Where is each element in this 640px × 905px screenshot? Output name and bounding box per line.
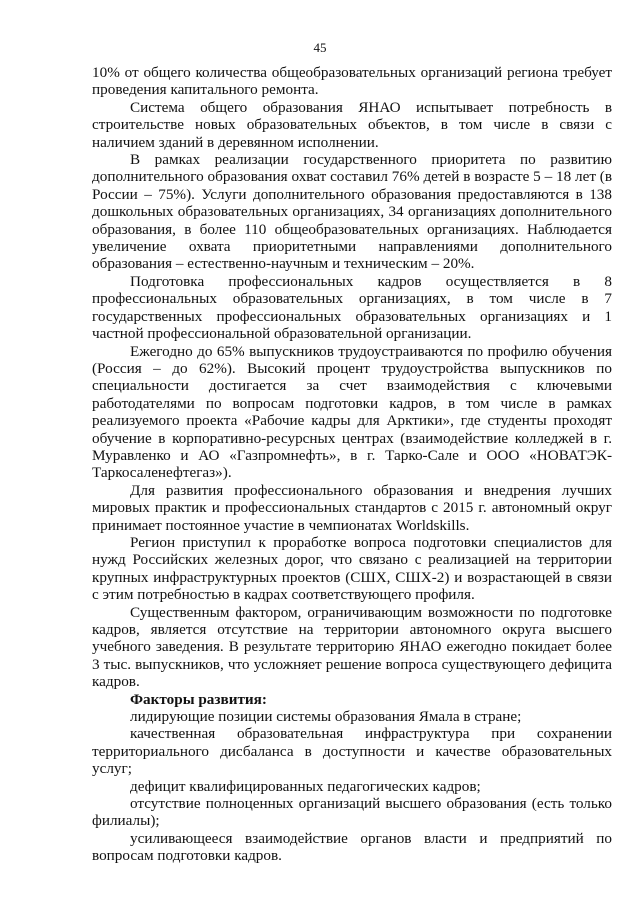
paragraph: Подготовка профессиональных кадров осуществляется в 8 профессиональных образовательных организациях, в том числе в 7 государственных профессиональных образовательных организациях и 1 частной профессиональной образовательной организации.: [92, 272, 612, 343]
list-item: усиливающееся взаимодействие органов власти и предприятий по вопросам подготовки кадров.: [92, 829, 612, 865]
paragraph: Система общего образования ЯНАО испытывает потребность в строительстве новых образовательных объектов, в том числе в связи с наличием зданий в деревянном исполнении.: [92, 98, 612, 151]
page-number: 45: [313, 40, 327, 55]
paragraph: Существенным фактором, ограничивающим возможности по подготовке кадров, является отсутствие на территории автономного округа высшего учебного заведения. В результате территорию ЯНАО ежегодно покидает более 3 тыс. выпускников, что усложняет решение вопроса существующего дефицита кадров.: [92, 603, 612, 691]
list-item: отсутствие полноценных организаций высшего образования (есть только филиалы);: [92, 795, 612, 830]
paragraph: В рамках реализации государственного приоритета по развитию дополнительного образования охват составил 76% детей в возрасте 5 – 18 лет (в России – 75%). Услуги дополнительного образования предоставляются в 138 дошкольных образовательных организациях, 34 организациях дополнительного образования, в более 110 общеобразовательных организациях. Наблюдается увеличение охвата приоритетными направлениями дополнительного образования – естественно-научным и техническим – 20%.: [92, 151, 612, 273]
list-item: качественная образовательная инфраструктура при сохранении территориального дисбаланса в доступности и качестве образовательных услуг;: [92, 725, 612, 778]
list-item: дефицит квалифицированных педагогических кадров;: [130, 777, 481, 795]
document-body: [92, 64, 612, 865]
paragraph: 10% от общего количества общеобразовательных организаций региона требует проведения капитального ремонта.: [92, 64, 612, 99]
paragraph: Для развития профессионального образования и внедрения лучших мировых практик и профессиональных стандартов с 2015 г. автономный округ принимает постоянное участие в чемпионатах Worldskills.: [92, 481, 612, 534]
list-item: лидирующие позиции системы образования Ямала в стране;: [130, 708, 522, 726]
paragraph: Ежегодно до 65% выпускников трудоустраиваются по профилю обучения (Россия – до 62%). Высокий процент трудоустройства выпускников по специальности достигается за счет взаимодействия с ключевыми работодателями по вопросам подготовки кадров, в том числе в рамках реализуемого проекта «Рабочие кадры для Арктики», где студенты проходят обучение в корпоративно-ресурсных центрах (взаимодействие колледжей в г. Муравленко и АО «Газпромнефть», в г. Тарко-Сале и ООО «НОВАТЭК-Таркосаленефтегаз»).: [92, 342, 612, 482]
section-heading: Факторы развития:: [130, 690, 267, 708]
paragraph: Регион приступил к проработке вопроса подготовки специалистов для нужд Российских железных дорог, что связано с реализацией на территории крупных инфраструктурных проектов (СШХ, СШХ-2) и возрастающей в связи с этим потребностью в кадрах соответствующего профиля.: [92, 533, 612, 604]
